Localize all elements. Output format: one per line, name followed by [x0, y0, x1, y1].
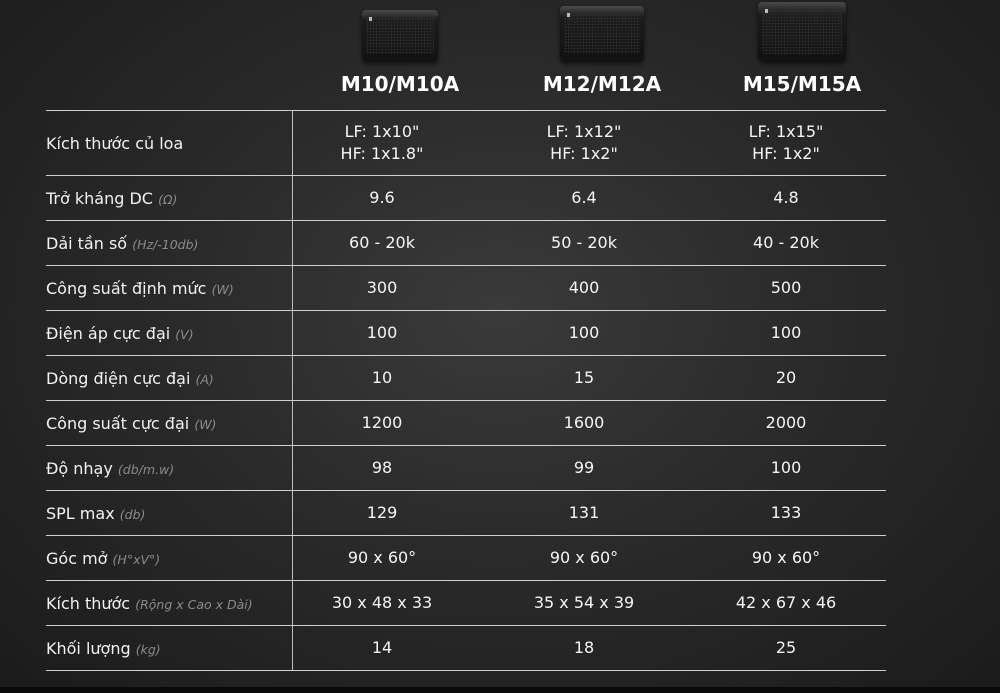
product-model: M10/M10A: [340, 72, 460, 96]
column-divider: [292, 401, 293, 445]
product-model: M12/M12A: [542, 72, 662, 96]
product-header: [0, 0, 1000, 110]
spec-label-text: Điện áp cực đại: [46, 323, 171, 343]
spec-value: 6.4: [571, 188, 597, 207]
spec-value-line: HF: 1x2": [550, 144, 618, 163]
spec-value: 30 x 48 x 33: [331, 593, 433, 612]
spec-label-text: SPL max: [46, 503, 115, 523]
spec-unit: (db): [119, 506, 146, 522]
product-column-m12: [502, 0, 702, 110]
spec-row-frequency-range: [46, 220, 886, 265]
spec-label: [46, 369, 274, 388]
spec-unit: (Rộng x Cao x Dài): [135, 596, 253, 612]
spec-label: [46, 324, 274, 343]
spec-value: 100: [568, 323, 600, 342]
spec-row-max-voltage: [46, 310, 886, 355]
spec-label: [46, 594, 274, 613]
spec-value: 10: [371, 368, 393, 387]
column-divider: [292, 111, 293, 175]
spec-value: 9.6: [369, 188, 395, 207]
spec-row-rated-power: [46, 265, 886, 310]
spec-value-line: LF: 1x12": [546, 122, 622, 141]
spec-label-text: Kích thước: [46, 593, 131, 613]
spec-unit: (V): [175, 326, 194, 342]
column-divider: [292, 536, 293, 580]
column-divider: [292, 311, 293, 355]
spec-value: 40 - 20k: [753, 233, 819, 252]
spec-unit: (W): [211, 281, 234, 297]
spec-label-text: Công suất định mức: [46, 278, 207, 298]
spec-value: 15: [573, 368, 595, 387]
spec-label-text: Kích thước củ loa: [46, 133, 184, 153]
spec-label-text: Dòng điện cực đại: [46, 368, 191, 388]
product-column-m15: [702, 0, 902, 110]
spec-row-dimensions: [46, 580, 886, 625]
column-divider: [292, 221, 293, 265]
spec-value: 300: [366, 278, 398, 297]
speaker-m10-image: [362, 10, 438, 62]
product-model: M15/M15A: [742, 72, 862, 96]
spec-value: 20: [775, 368, 797, 387]
spec-label-text: Khối lượng: [46, 638, 131, 658]
spec-value: 131: [568, 503, 600, 522]
spec-label: [46, 279, 274, 298]
spec-value: 90 x 60°: [347, 548, 417, 567]
column-divider: [292, 266, 293, 310]
spec-value-line: LF: 1x10": [344, 122, 420, 141]
spec-label-text: Trở kháng DC: [46, 188, 153, 208]
spec-value: 18: [573, 638, 595, 657]
column-divider: [292, 176, 293, 220]
spec-value-line: HF: 1x2": [752, 144, 820, 163]
spec-value: 14: [371, 638, 393, 657]
spec-value: 100: [770, 458, 802, 477]
spec-label: [46, 459, 274, 478]
spec-value: 129: [366, 503, 398, 522]
spec-unit: (db/m.w): [117, 461, 175, 477]
spec-value: [484, 121, 684, 165]
spec-value-line: LF: 1x15": [748, 122, 824, 141]
spec-value-line: HF: 1x1.8": [340, 144, 424, 163]
spec-value: [686, 121, 886, 165]
spec-value: 100: [366, 323, 398, 342]
spec-value: 50 - 20k: [551, 233, 617, 252]
spec-value: 100: [770, 323, 802, 342]
spec-row-impedance: [46, 175, 886, 220]
spec-value: 25: [775, 638, 797, 657]
spec-label: [46, 414, 274, 433]
spec-value: 133: [770, 503, 802, 522]
spec-label-text: Góc mở: [46, 548, 108, 568]
speaker-m12-image: [560, 6, 644, 62]
spec-unit: (kg): [135, 641, 161, 657]
bottom-edge-bar: [0, 687, 1000, 693]
speaker-m15-image: [758, 2, 846, 62]
spec-value: 98: [371, 458, 393, 477]
spec-row-sensitivity: [46, 445, 886, 490]
spec-value: 99: [573, 458, 595, 477]
spec-label: [46, 504, 274, 523]
spec-value: 90 x 60°: [751, 548, 821, 567]
spec-unit: (H°xV°): [112, 551, 161, 567]
spec-value: 2000: [765, 413, 807, 432]
spec-label: [46, 639, 274, 658]
column-divider: [292, 356, 293, 400]
column-divider: [292, 581, 293, 625]
spec-table: [46, 110, 886, 671]
spec-value: 1600: [563, 413, 605, 432]
spec-unit: (Hz/-10db): [132, 236, 199, 252]
spec-row-driver-size: [46, 110, 886, 175]
spec-row-spl-max: [46, 490, 886, 535]
spec-value: 35 x 54 x 39: [533, 593, 635, 612]
spec-value: 1200: [361, 413, 403, 432]
spec-label-text: Công suất cực đại: [46, 413, 190, 433]
column-divider: [292, 491, 293, 535]
column-divider: [292, 626, 293, 670]
spec-value: 60 - 20k: [349, 233, 415, 252]
spec-unit: (Ω): [158, 191, 178, 207]
spec-label: [46, 134, 274, 153]
spec-value: 42 x 67 x 46: [735, 593, 837, 612]
spec-label: [46, 549, 274, 568]
spec-label: [46, 189, 274, 208]
spec-label-text: Độ nhạy: [46, 458, 113, 478]
spec-value: 500: [770, 278, 802, 297]
spec-label-text: Dải tần số: [46, 233, 128, 253]
spec-row-peak-power: [46, 400, 886, 445]
spec-value: 400: [568, 278, 600, 297]
spec-label: [46, 234, 274, 253]
spec-row-max-current: [46, 355, 886, 400]
spec-value: 4.8: [773, 188, 799, 207]
column-divider: [292, 446, 293, 490]
product-column-m10: [300, 0, 500, 110]
spec-row-weight: [46, 625, 886, 671]
spec-value: [282, 121, 482, 165]
spec-unit: (A): [195, 371, 214, 387]
spec-value: 90 x 60°: [549, 548, 619, 567]
spec-row-coverage-angle: [46, 535, 886, 580]
spec-unit: (W): [194, 416, 217, 432]
